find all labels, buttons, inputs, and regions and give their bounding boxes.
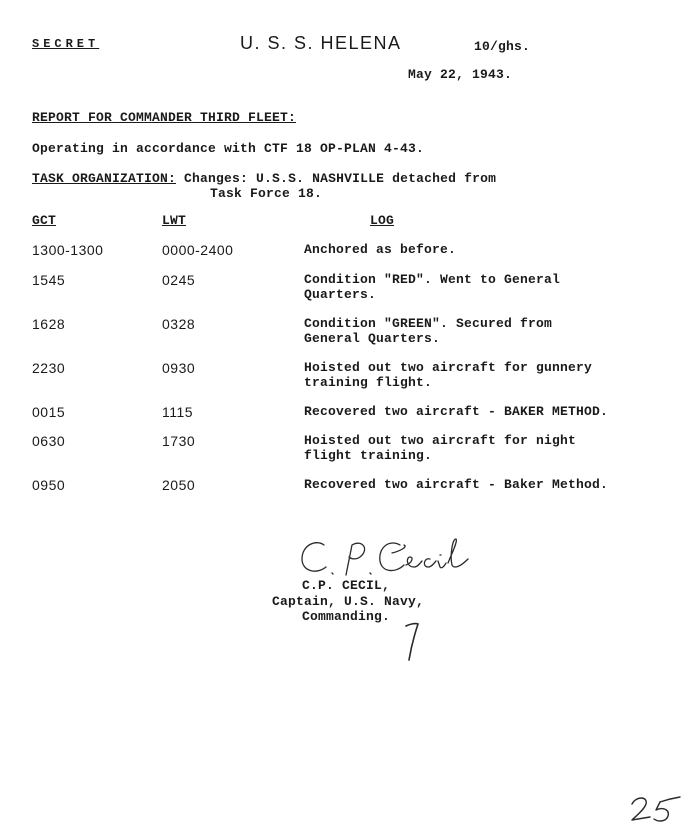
- signatory-role: Commanding.: [302, 609, 391, 624]
- row-gct: 1300-1300: [32, 242, 104, 258]
- column-header-log: LOG: [370, 213, 395, 228]
- row-log: Condition "RED". Went to General Quarters.: [304, 272, 561, 302]
- handwritten-mark: [402, 620, 422, 668]
- task-organization-changes-cont: Task Force 18.: [210, 186, 323, 201]
- row-lwt: 0245: [162, 272, 196, 288]
- handwritten-signature: [296, 535, 476, 583]
- column-header-lwt: LWT: [162, 213, 187, 228]
- row-lwt: 2050: [162, 477, 196, 493]
- operating-line: Operating in accordance with CTF 18 OP-PLAN 4-43.: [32, 141, 425, 156]
- row-lwt: 0000-2400: [162, 242, 234, 258]
- row-lwt: 0930: [162, 360, 196, 376]
- row-gct: 0950: [32, 477, 66, 493]
- row-log: Hoisted out two aircraft for gunnery training flight.: [304, 360, 593, 390]
- signatory-rank: Captain, U.S. Navy,: [272, 594, 425, 609]
- row-gct: 1628: [32, 316, 66, 332]
- row-lwt: 0328: [162, 316, 196, 332]
- signatory-name: C.P. CECIL,: [302, 578, 391, 593]
- column-header-gct: GCT: [32, 213, 57, 228]
- row-log: Hoisted out two aircraft for night flight training.: [304, 433, 577, 463]
- row-log: Recovered two aircraft - Baker Method.: [304, 477, 609, 492]
- ship-name: U. S. S. HELENA: [240, 33, 402, 53]
- row-log: Anchored as before.: [304, 242, 457, 257]
- row-log: Recovered two aircraft - BAKER METHOD.: [304, 404, 609, 419]
- row-log: Condition "GREEN". Secured from General Quarters.: [304, 316, 553, 346]
- classification-label: SECRET: [32, 37, 100, 51]
- task-organization-changes: Changes: U.S.S. NASHVILLE detached from: [184, 171, 497, 186]
- row-lwt: 1730: [162, 433, 196, 449]
- report-date: May 22, 1943.: [408, 67, 513, 82]
- handwritten-page-number: [628, 792, 684, 830]
- row-lwt: 1115: [162, 404, 194, 420]
- row-gct: 1545: [32, 272, 66, 288]
- row-gct: 0015: [32, 404, 66, 420]
- reference-code: 10/ghs.: [474, 39, 531, 54]
- report-title: REPORT FOR COMMANDER THIRD FLEET:: [32, 110, 297, 125]
- row-gct: 0630: [32, 433, 66, 449]
- row-gct: 2230: [32, 360, 66, 376]
- task-organization-label: TASK ORGANIZATION:: [32, 171, 177, 186]
- task-organization: [32, 171, 496, 186]
